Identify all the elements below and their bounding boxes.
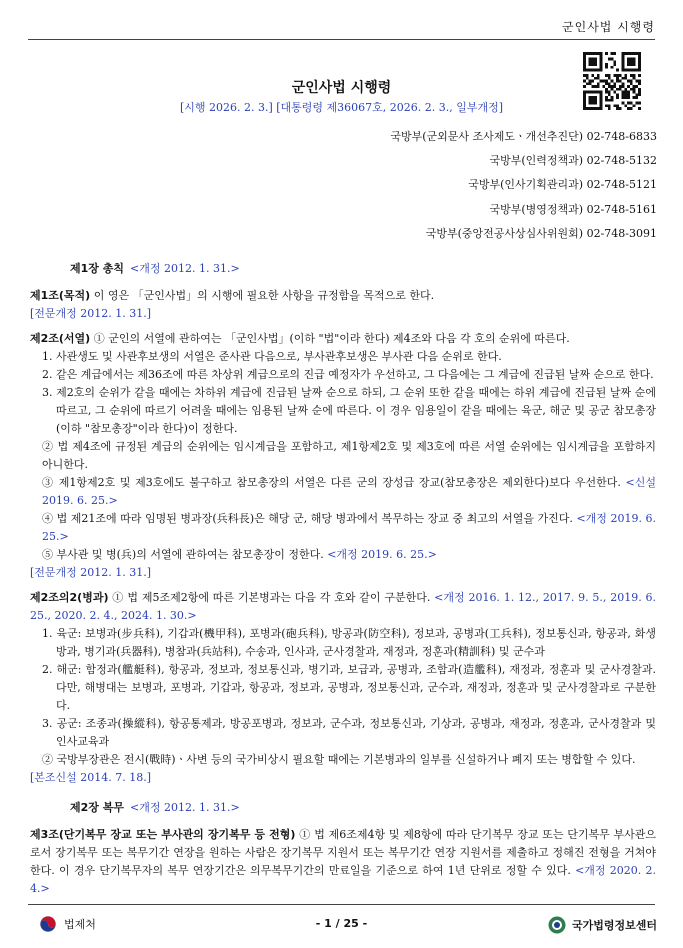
chapter-heading [70,260,656,278]
article-item: 3. 제2호의 순위가 같을 때에는 차하위 계급에 진급된 날짜 순으로 하되, 그 순위 또한 같을 때에는 하위 계급에 진급된 날짜 순에 따르고, 그 순위에 따르기 어려울 때에는 임용된 날짜 순에 따른다. 이 경우 임용일이 같을 때에는 육군, 해군 및 공군 참모총장(이하 "참모총장"이라 한다)이 정한다. [42,386,656,435]
contact-line: 국방부(인력정책과) 02-748-5132 [489,154,657,168]
amendment-tag: [전문개정 2012. 1. 31.] [30,566,152,579]
contact-line: 국방부(중앙전공사상심사위원회) 02-748-3091 [425,226,657,240]
paragraph-text: ③ 제1항제2호 및 제3호에도 불구하고 참모총장의 서열은 다른 군의 장성급 장교(참모총장은 제외한다)보다 우선한다. [42,476,621,489]
article-text: 이 영은 「군인사법」의 시행에 필요한 사항을 규정함을 목적으로 한다. [90,289,435,302]
amendment-tag: <개정 2019. 6. 25.> [42,512,657,543]
article-label: 제3조(단기복무 장교 또는 부사관의 장기복무 등 전형) [30,828,296,841]
amendment-tag: <신설 2019. 6. 25.> [42,476,657,507]
amendment-tag: <개정 2016. 1. 12., 2017. 9. 5., 2019. 6. 25., 2020. 2. 4., 2024. 1. 30.> [30,591,657,622]
amendment-tag: <개정 2020. 2. 4.> [30,864,657,895]
chapter-title: 제2장 복무 [70,801,124,814]
contact-list [237,128,657,249]
paragraph-text: ⑤ 부사관 및 병(兵)의 서열에 관하여는 참모총장이 정한다. [42,548,324,561]
header-rule [28,39,655,40]
article-paragraph [30,546,656,564]
page-number: - 1 / 25 - [315,917,368,930]
document-subtitle: [시행 2026. 2. 3.] [대통령령 제36067호, 2026. 2. 3., 일부개정] [179,101,504,114]
contact-line: 국방부(병영정책과) 02-748-5161 [489,202,657,216]
document-title: 군인사법 시행령 [291,80,392,96]
article-paragraph [30,287,656,305]
page-footer [0,914,683,936]
article-label: 제2조의2(병과) [30,591,109,604]
article-item: 1. 사관생도 및 사관후보생의 서열은 준사관 다음으로, 부사관후보생은 부사관 다음 순위로 한다. [42,350,502,363]
running-header: 군인사법 시행령 [562,20,655,34]
article-text: ① 법 제6조제4항 및 제8항에 따라 단기복무 장교 또는 단기복무 부사관으로서 장기복무 또는 복무기간 연장을 원하는 사람은 장기복무 지원서 또는 복무기간 연장 지원서를 제출하고 정해진 전형을 거쳐야 한다. 이 경우 단기복무자의 복무 연장기간은 의무복무기간의 만료일을 기준으로 하여 1년 단위로 정할 수 있다. [30,828,656,877]
chapter-amendment: <개정 2012. 1. 31.> [130,262,240,275]
law-center-logo-icon [548,916,566,934]
article-paragraph [30,510,656,546]
article-item: 1. 육군: 보병과(步兵科), 기갑과(機甲科), 포병과(砲兵科), 방공과(防空科), 정보과, 공병과(工兵科), 정보통신과, 항공과, 화생방과, 병기과(兵器科), 병참과(兵站科), 수송과, 인사과, 군사경찰과, 재정과, 정훈과(精訓科) 및 군수과 [42,627,656,658]
amendment-tag: <개정 2019. 6. 25.> [327,548,437,561]
chapter-heading [70,799,656,817]
article-3 [30,826,656,898]
contact-line: 국방부(군외문사 조사제도ㆍ개선추진단) 02-748-6833 [390,130,657,143]
article-label: 제1조(목적) [30,289,91,302]
footer-left-text: 법제처 [64,918,96,931]
article-paragraph [30,589,656,625]
article-paragraph [30,474,656,510]
article-text: ① 법 제5조제2항에 따른 기본병과는 다음 각 호와 같이 구분한다. [108,591,431,604]
article-paragraph [30,330,656,348]
amendment-tag: [본조신설 2014. 7. 18.] [30,771,152,784]
chapter-amendment: <개정 2012. 1. 31.> [130,801,240,814]
paragraph-text: ④ 법 제21조에 따라 임명된 병과장(兵科長)은 해당 군, 해당 병과에서 복무하는 장교 중 최고의 서열을 가진다. [42,512,573,525]
chapter-title: 제1장 총칙 [70,262,124,275]
article-text: ① 군인의 서열에 관하여는 「군인사법」(이하 "법"이라 한다) 제4조와 다음 각 호의 순위에 따른다. [90,332,570,345]
article-item: 3. 공군: 조종과(操縱科), 항공통제과, 방공포병과, 정보과, 군수과, 정보통신과, 기상과, 공병과, 재정과, 정훈과, 군사경찰과 및 인사교육과 [42,717,656,748]
article-1 [30,287,656,323]
footer-right [548,916,657,934]
contact-line: 국방부(인사기획관리과) 02-748-5121 [468,178,657,192]
article-label: 제2조(서열) [30,332,91,345]
article-item: 2. 같은 계급에서는 제36조에 따른 차상위 계급으로의 진급 예정자가 우선하고, 그 다음에는 그 계급에 진급된 날짜 순으로 한다. [42,368,654,381]
article-paragraph [30,826,656,898]
law-body [30,260,656,905]
article-paragraph: ② 국방부장관은 전시(戰時)ㆍ사변 등의 국가비상시 필요할 때에는 기본병과의 일부를 신설하거나 폐지 또는 병합할 수 있다. [42,753,636,766]
article-2-2 [30,589,656,787]
article-2 [30,330,656,582]
footer-right-text: 국가법령정보센터 [571,919,657,932]
amendment-tag: [전문개정 2012. 1. 31.] [30,307,152,320]
article-item: 2. 해군: 함정과(艦艇科), 항공과, 정보과, 정보통신과, 병기과, 보급과, 공병과, 조함과(造艦科), 재정과, 정훈과 및 군사경찰과. 다만, 해병대는 보병과, 포병과, 기갑과, 항공과, 정보과, 공병과, 정보통신과, 군수과, 재정과, 정훈과 및 군사경찰과로 구분한다. [42,663,656,712]
article-paragraph: ② 법 제4조에 규정된 계급의 순위에는 임시계급을 포함하고, 제1항제2호 및 제3호에 따른 서열 순위에는 임시계급을 포함하지 아니한다. [42,440,656,471]
footer-rule [28,904,655,905]
